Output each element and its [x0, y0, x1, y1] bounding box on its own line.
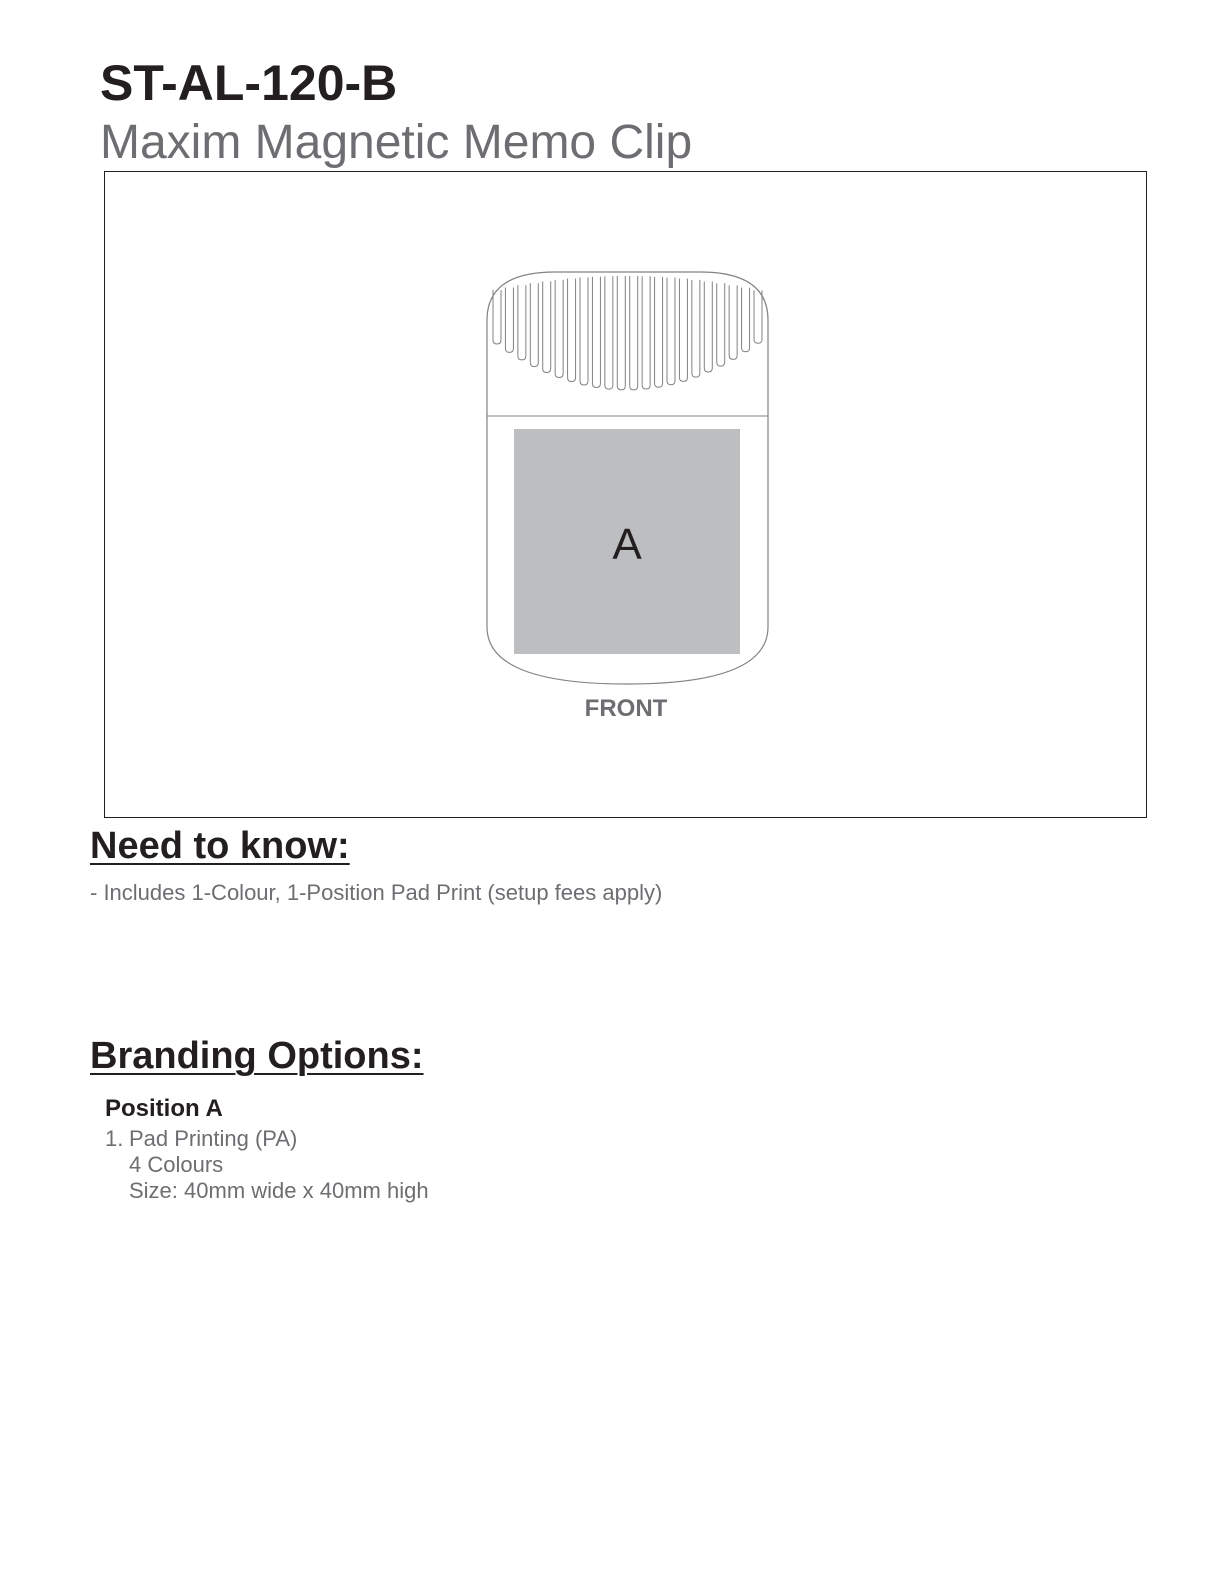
- need-to-know-heading: Need to know:: [90, 825, 350, 867]
- option-colours: 4 Colours: [129, 1152, 224, 1177]
- need-to-know-item: - Includes 1-Colour, 1-Position Pad Print (setup fees apply): [90, 880, 663, 905]
- branding-option-list: [105, 1126, 429, 1204]
- position-a-title: Position A: [105, 1095, 223, 1122]
- view-label: FRONT: [584, 695, 668, 722]
- product-code: ST-AL-120-B: [100, 55, 398, 111]
- product-drawing-frame: [104, 171, 1147, 818]
- memo-clip-drawing: [105, 172, 1148, 819]
- print-area-label: A: [612, 520, 642, 569]
- option-number: 1.: [105, 1126, 124, 1151]
- option-size: Size: 40mm wide x 40mm high: [129, 1178, 429, 1203]
- branding-option-row: [105, 1126, 429, 1152]
- product-name: Maxim Magnetic Memo Clip: [100, 116, 693, 169]
- option-method: Pad Printing (PA): [129, 1126, 298, 1151]
- branding-options-heading: Branding Options:: [90, 1035, 424, 1077]
